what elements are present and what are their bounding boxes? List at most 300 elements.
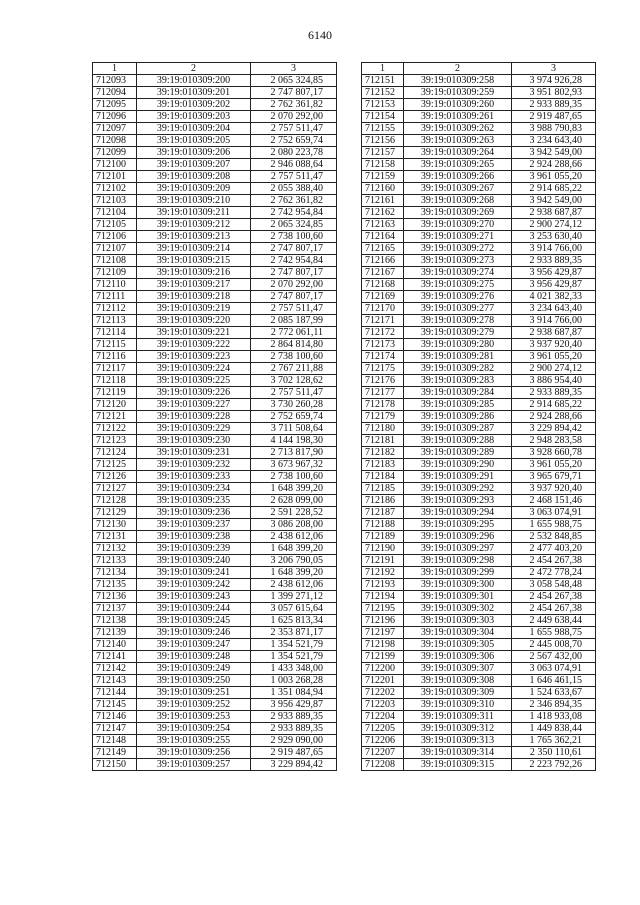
row-number: 712111 [93, 291, 137, 303]
table-row [362, 747, 596, 759]
cadastral-table-right [361, 62, 596, 771]
table-row [93, 627, 337, 639]
table-row [93, 231, 337, 243]
cadastral-number: 39:19:010309:308 [404, 675, 512, 687]
table-row [93, 135, 337, 147]
row-number: 712105 [93, 219, 137, 231]
cadastral-number: 39:19:010309:211 [137, 207, 251, 219]
row-number: 712106 [93, 231, 137, 243]
table-row [362, 735, 596, 747]
cadastral-value: 3 206 790,05 [251, 555, 337, 567]
cadastral-value: 2 900 274,12 [512, 219, 596, 231]
cadastral-number: 39:19:010309:258 [404, 75, 512, 87]
cadastral-number: 39:19:010309:237 [137, 519, 251, 531]
table-row [362, 291, 596, 303]
row-number: 712094 [93, 87, 137, 99]
cadastral-value: 2 948 283,58 [512, 435, 596, 447]
cadastral-value: 3 711 508,64 [251, 423, 337, 435]
cadastral-number: 39:19:010309:279 [404, 327, 512, 339]
cadastral-number: 39:19:010309:228 [137, 411, 251, 423]
table-row [93, 759, 337, 771]
row-number: 712095 [93, 99, 137, 111]
cadastral-number: 39:19:010309:241 [137, 567, 251, 579]
row-number: 712147 [93, 723, 137, 735]
row-number: 712157 [362, 147, 404, 159]
table-row [93, 567, 337, 579]
table-row [362, 363, 596, 375]
column-header-1: 1 [93, 63, 137, 75]
row-number: 712158 [362, 159, 404, 171]
cadastral-number: 39:19:010309:300 [404, 579, 512, 591]
cadastral-number: 39:19:010309:271 [404, 231, 512, 243]
cadastral-value: 2 454 267,38 [512, 603, 596, 615]
row-number: 712191 [362, 555, 404, 567]
row-number: 712109 [93, 267, 137, 279]
table-row [362, 159, 596, 171]
table-row [93, 435, 337, 447]
table-row [93, 483, 337, 495]
column-header-1: 1 [362, 63, 404, 75]
cadastral-value: 3 063 074,91 [512, 507, 596, 519]
cadastral-value: 3 942 549,00 [512, 195, 596, 207]
cadastral-number: 39:19:010309:254 [137, 723, 251, 735]
cadastral-number: 39:19:010309:226 [137, 387, 251, 399]
cadastral-number: 39:19:010309:200 [137, 75, 251, 87]
table-row [93, 615, 337, 627]
cadastral-value: 2 933 889,35 [512, 99, 596, 111]
cadastral-value: 3 961 055,20 [512, 351, 596, 363]
table-row [93, 291, 337, 303]
cadastral-value: 1 354 521,79 [251, 651, 337, 663]
table-row [93, 339, 337, 351]
table-row [93, 495, 337, 507]
cadastral-number: 39:19:010309:238 [137, 531, 251, 543]
cadastral-number: 39:19:010309:265 [404, 159, 512, 171]
table-row [362, 723, 596, 735]
row-number: 712159 [362, 171, 404, 183]
cadastral-number: 39:19:010309:223 [137, 351, 251, 363]
cadastral-number: 39:19:010309:306 [404, 651, 512, 663]
table-row [93, 123, 337, 135]
cadastral-number: 39:19:010309:276 [404, 291, 512, 303]
cadastral-value: 2 752 659,74 [251, 411, 337, 423]
table-row [362, 675, 596, 687]
cadastral-value: 3 956 429,87 [512, 267, 596, 279]
table-row [362, 387, 596, 399]
cadastral-number: 39:19:010309:232 [137, 459, 251, 471]
row-number: 712136 [93, 591, 137, 603]
table-row [93, 543, 337, 555]
table-row [362, 579, 596, 591]
cadastral-value: 1 399 271,12 [251, 591, 337, 603]
cadastral-number: 39:19:010309:299 [404, 567, 512, 579]
cadastral-value: 2 919 487,65 [251, 747, 337, 759]
cadastral-value: 3 951 802,93 [512, 87, 596, 99]
cadastral-number: 39:19:010309:305 [404, 639, 512, 651]
cadastral-value: 2 933 889,35 [251, 711, 337, 723]
cadastral-value: 2 085 187,99 [251, 315, 337, 327]
table-row [362, 447, 596, 459]
cadastral-number: 39:19:010309:207 [137, 159, 251, 171]
cadastral-number: 39:19:010309:242 [137, 579, 251, 591]
row-number: 712101 [93, 171, 137, 183]
cadastral-number: 39:19:010309:225 [137, 375, 251, 387]
table-row [93, 507, 337, 519]
cadastral-number: 39:19:010309:212 [137, 219, 251, 231]
row-number: 712192 [362, 567, 404, 579]
cadastral-value: 3 086 208,00 [251, 519, 337, 531]
row-number: 712208 [362, 759, 404, 771]
cadastral-number: 39:19:010309:257 [137, 759, 251, 771]
cadastral-value: 1 351 084,94 [251, 687, 337, 699]
cadastral-number: 39:19:010309:236 [137, 507, 251, 519]
table-row [362, 231, 596, 243]
cadastral-value: 2 757 511,47 [251, 303, 337, 315]
cadastral-value: 2 065 324,85 [251, 219, 337, 231]
cadastral-number: 39:19:010309:201 [137, 87, 251, 99]
row-number: 712168 [362, 279, 404, 291]
cadastral-number: 39:19:010309:248 [137, 651, 251, 663]
cadastral-number: 39:19:010309:235 [137, 495, 251, 507]
table-row [93, 399, 337, 411]
row-number: 712180 [362, 423, 404, 435]
row-number: 712145 [93, 699, 137, 711]
cadastral-number: 39:19:010309:224 [137, 363, 251, 375]
row-number: 712119 [93, 387, 137, 399]
cadastral-number: 39:19:010309:239 [137, 543, 251, 555]
table-row [93, 99, 337, 111]
cadastral-value: 1 003 268,28 [251, 675, 337, 687]
cadastral-number: 39:19:010309:290 [404, 459, 512, 471]
cadastral-value: 2 929 090,00 [251, 735, 337, 747]
row-number: 712117 [93, 363, 137, 375]
cadastral-table-left [92, 62, 337, 771]
table-row [362, 351, 596, 363]
row-number: 712118 [93, 375, 137, 387]
cadastral-value: 4 021 382,33 [512, 291, 596, 303]
table-row [93, 735, 337, 747]
cadastral-number: 39:19:010309:269 [404, 207, 512, 219]
row-number: 712133 [93, 555, 137, 567]
cadastral-value: 1 449 838,44 [512, 723, 596, 735]
row-number: 712205 [362, 723, 404, 735]
cadastral-number: 39:19:010309:287 [404, 423, 512, 435]
row-number: 712155 [362, 123, 404, 135]
row-number: 712196 [362, 615, 404, 627]
row-number: 712193 [362, 579, 404, 591]
cadastral-number: 39:19:010309:213 [137, 231, 251, 243]
row-number: 712093 [93, 75, 137, 87]
row-number: 712121 [93, 411, 137, 423]
cadastral-number: 39:19:010309:314 [404, 747, 512, 759]
cadastral-number: 39:19:010309:294 [404, 507, 512, 519]
row-number: 712140 [93, 639, 137, 651]
cadastral-number: 39:19:010309:206 [137, 147, 251, 159]
cadastral-number: 39:19:010309:218 [137, 291, 251, 303]
table-row [93, 315, 337, 327]
row-number: 712162 [362, 207, 404, 219]
row-number: 712181 [362, 435, 404, 447]
cadastral-number: 39:19:010309:284 [404, 387, 512, 399]
cadastral-value: 1 648 399,20 [251, 567, 337, 579]
cadastral-value: 2 454 267,38 [512, 555, 596, 567]
table-row [93, 303, 337, 315]
cadastral-number: 39:19:010309:311 [404, 711, 512, 723]
table-row [93, 747, 337, 759]
row-number: 712166 [362, 255, 404, 267]
table-row [93, 87, 337, 99]
row-number: 712160 [362, 183, 404, 195]
table-row [93, 423, 337, 435]
row-number: 712206 [362, 735, 404, 747]
cadastral-value: 1 655 988,75 [512, 519, 596, 531]
row-number: 712200 [362, 663, 404, 675]
table-row [362, 183, 596, 195]
row-number: 712179 [362, 411, 404, 423]
table-row [93, 375, 337, 387]
cadastral-number: 39:19:010309:251 [137, 687, 251, 699]
cadastral-number: 39:19:010309:286 [404, 411, 512, 423]
row-number: 712173 [362, 339, 404, 351]
cadastral-value: 1 418 933,08 [512, 711, 596, 723]
cadastral-value: 3 928 660,78 [512, 447, 596, 459]
cadastral-value: 3 253 630,40 [512, 231, 596, 243]
row-number: 712131 [93, 531, 137, 543]
cadastral-value: 2 591 228,52 [251, 507, 337, 519]
cadastral-number: 39:19:010309:204 [137, 123, 251, 135]
cadastral-number: 39:19:010309:282 [404, 363, 512, 375]
cadastral-value: 3 988 790,83 [512, 123, 596, 135]
cadastral-value: 2 454 267,38 [512, 591, 596, 603]
table-row [93, 663, 337, 675]
cadastral-value: 2 914 685,22 [512, 183, 596, 195]
cadastral-number: 39:19:010309:260 [404, 99, 512, 111]
cadastral-value: 2 438 612,06 [251, 531, 337, 543]
cadastral-number: 39:19:010309:203 [137, 111, 251, 123]
row-number: 712122 [93, 423, 137, 435]
cadastral-value: 2 472 778,24 [512, 567, 596, 579]
table-row [362, 243, 596, 255]
cadastral-number: 39:19:010309:234 [137, 483, 251, 495]
row-number: 712184 [362, 471, 404, 483]
table-row [93, 519, 337, 531]
table-row [93, 699, 337, 711]
cadastral-value: 2 468 151,46 [512, 495, 596, 507]
cadastral-value: 2 738 100,60 [251, 231, 337, 243]
table-row [93, 207, 337, 219]
cadastral-value: 1 354 521,79 [251, 639, 337, 651]
table-row [93, 723, 337, 735]
cadastral-number: 39:19:010309:278 [404, 315, 512, 327]
table-row [93, 267, 337, 279]
cadastral-number: 39:19:010309:304 [404, 627, 512, 639]
row-number: 712149 [93, 747, 137, 759]
cadastral-number: 39:19:010309:250 [137, 675, 251, 687]
cadastral-value: 2 738 100,60 [251, 351, 337, 363]
cadastral-value: 2 713 817,90 [251, 447, 337, 459]
cadastral-value: 2 223 792,26 [512, 759, 596, 771]
table-row [93, 195, 337, 207]
table-row [362, 423, 596, 435]
cadastral-value: 2 762 361,82 [251, 195, 337, 207]
table-row [362, 759, 596, 771]
cadastral-value: 2 445 008,70 [512, 639, 596, 651]
row-number: 712203 [362, 699, 404, 711]
cadastral-value: 1 646 461,15 [512, 675, 596, 687]
cadastral-number: 39:19:010309:267 [404, 183, 512, 195]
table-row [93, 603, 337, 615]
cadastral-value: 2 350 110,61 [512, 747, 596, 759]
table-row [93, 411, 337, 423]
table-row [93, 447, 337, 459]
table-row [362, 303, 596, 315]
cadastral-value: 3 937 920,40 [512, 339, 596, 351]
table-row [362, 75, 596, 87]
cadastral-number: 39:19:010309:262 [404, 123, 512, 135]
cadastral-value: 1 524 633,67 [512, 687, 596, 699]
cadastral-number: 39:19:010309:283 [404, 375, 512, 387]
row-number: 712204 [362, 711, 404, 723]
cadastral-value: 2 738 100,60 [251, 471, 337, 483]
row-number: 712175 [362, 363, 404, 375]
row-number: 712190 [362, 543, 404, 555]
row-number: 712127 [93, 483, 137, 495]
table-row [93, 363, 337, 375]
cadastral-number: 39:19:010309:303 [404, 615, 512, 627]
table-row [93, 651, 337, 663]
table-row [93, 591, 337, 603]
cadastral-value: 2 628 099,00 [251, 495, 337, 507]
cadastral-number: 39:19:010309:309 [404, 687, 512, 699]
table-row [362, 435, 596, 447]
cadastral-value: 1 655 988,75 [512, 627, 596, 639]
cadastral-number: 39:19:010309:297 [404, 543, 512, 555]
row-number: 712167 [362, 267, 404, 279]
cadastral-value: 3 956 429,87 [251, 699, 337, 711]
table-row [362, 339, 596, 351]
row-number: 712171 [362, 315, 404, 327]
cadastral-number: 39:19:010309:209 [137, 183, 251, 195]
table-row [362, 219, 596, 231]
row-number: 712125 [93, 459, 137, 471]
row-number: 712099 [93, 147, 137, 159]
table-row [93, 687, 337, 699]
row-number: 712207 [362, 747, 404, 759]
table-row [362, 195, 596, 207]
table-row [93, 255, 337, 267]
cadastral-number: 39:19:010309:264 [404, 147, 512, 159]
cadastral-value: 1 765 362,21 [512, 735, 596, 747]
cadastral-value: 1 625 813,34 [251, 615, 337, 627]
cadastral-number: 39:19:010309:253 [137, 711, 251, 723]
table-row [362, 519, 596, 531]
table-row [362, 207, 596, 219]
row-number: 712107 [93, 243, 137, 255]
table-header-row [362, 63, 596, 75]
cadastral-number: 39:19:010309:233 [137, 471, 251, 483]
cadastral-value: 3 937 920,40 [512, 483, 596, 495]
row-number: 712098 [93, 135, 137, 147]
cadastral-value: 2 747 807,17 [251, 267, 337, 279]
table-row [93, 147, 337, 159]
cadastral-value: 2 742 954,84 [251, 207, 337, 219]
table-row [362, 279, 596, 291]
row-number: 712201 [362, 675, 404, 687]
cadastral-value: 2 900 274,12 [512, 363, 596, 375]
cadastral-value: 3 730 260,28 [251, 399, 337, 411]
cadastral-number: 39:19:010309:313 [404, 735, 512, 747]
cadastral-value: 3 229 894,42 [251, 759, 337, 771]
table-row [93, 171, 337, 183]
cadastral-value: 2 938 687,87 [512, 327, 596, 339]
row-number: 712128 [93, 495, 137, 507]
table-row [362, 459, 596, 471]
table-row [362, 627, 596, 639]
row-number: 712174 [362, 351, 404, 363]
row-number: 712188 [362, 519, 404, 531]
cadastral-value: 2 757 511,47 [251, 171, 337, 183]
cadastral-number: 39:19:010309:259 [404, 87, 512, 99]
row-number: 712138 [93, 615, 137, 627]
table-row [362, 687, 596, 699]
row-number: 712108 [93, 255, 137, 267]
row-number: 712163 [362, 219, 404, 231]
cadastral-number: 39:19:010309:263 [404, 135, 512, 147]
table-row [362, 615, 596, 627]
row-number: 712120 [93, 399, 137, 411]
cadastral-value: 3 942 549,00 [512, 147, 596, 159]
table-row [362, 495, 596, 507]
row-number: 712110 [93, 279, 137, 291]
cadastral-value: 2 055 388,40 [251, 183, 337, 195]
cadastral-number: 39:19:010309:214 [137, 243, 251, 255]
cadastral-number: 39:19:010309:202 [137, 99, 251, 111]
row-number: 712170 [362, 303, 404, 315]
table-header-row [93, 63, 337, 75]
row-number: 712103 [93, 195, 137, 207]
cadastral-value: 3 702 128,62 [251, 375, 337, 387]
row-number: 712202 [362, 687, 404, 699]
cadastral-value: 3 063 074,91 [512, 663, 596, 675]
cadastral-number: 39:19:010309:275 [404, 279, 512, 291]
table-row [93, 459, 337, 471]
table-row [362, 663, 596, 675]
table-row [362, 135, 596, 147]
table-row [93, 711, 337, 723]
row-number: 712100 [93, 159, 137, 171]
cadastral-value: 2 449 638,44 [512, 615, 596, 627]
table-row [362, 315, 596, 327]
row-number: 712146 [93, 711, 137, 723]
row-number: 712126 [93, 471, 137, 483]
cadastral-value: 2 070 292,00 [251, 111, 337, 123]
row-number: 712142 [93, 663, 137, 675]
cadastral-value: 3 914 766,00 [512, 243, 596, 255]
cadastral-number: 39:19:010309:268 [404, 195, 512, 207]
table-row [93, 183, 337, 195]
cadastral-value: 3 057 615,64 [251, 603, 337, 615]
cadastral-value: 2 938 687,87 [512, 207, 596, 219]
row-number: 712116 [93, 351, 137, 363]
row-number: 712178 [362, 399, 404, 411]
cadastral-number: 39:19:010309:261 [404, 111, 512, 123]
row-number: 712156 [362, 135, 404, 147]
table-row [93, 159, 337, 171]
row-number: 712114 [93, 327, 137, 339]
cadastral-value: 1 433 348,00 [251, 663, 337, 675]
cadastral-number: 39:19:010309:246 [137, 627, 251, 639]
cadastral-value: 2 933 889,35 [512, 387, 596, 399]
